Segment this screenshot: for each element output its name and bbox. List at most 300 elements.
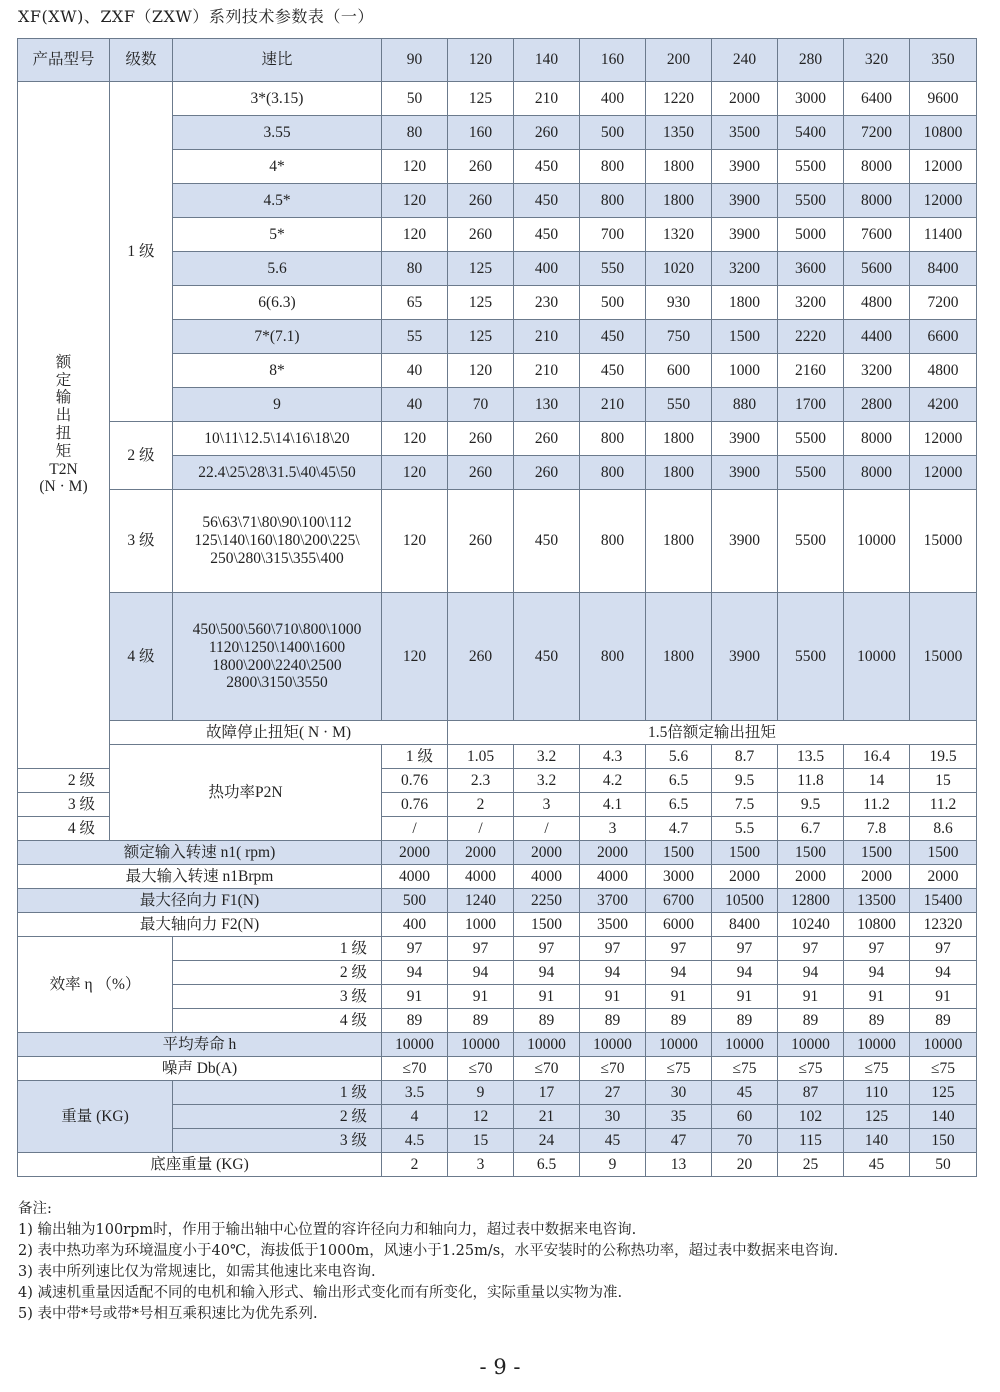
value-cell: 10240 — [778, 913, 844, 937]
value-cell: 450 — [514, 490, 580, 593]
value-cell: 130 — [514, 388, 580, 422]
row-label: 底座重量 (KG) — [18, 1153, 382, 1177]
value-cell: 2000 — [844, 865, 910, 889]
value-cell: 4 — [382, 1105, 448, 1129]
value-cell: 94 — [514, 961, 580, 985]
value-cell: 10000 — [646, 1033, 712, 1057]
value-cell: 91 — [580, 985, 646, 1009]
value-cell: 97 — [778, 937, 844, 961]
value-cell: 260 — [448, 184, 514, 218]
value-cell: 450 — [514, 184, 580, 218]
value-cell: 91 — [514, 985, 580, 1009]
value-cell: 97 — [712, 937, 778, 961]
value-cell: 11.2 — [910, 793, 977, 817]
value-cell: 3 — [514, 793, 580, 817]
table-row — [18, 841, 977, 865]
value-cell: 10000 — [448, 1033, 514, 1057]
table-row — [18, 1057, 977, 1081]
value-cell: 1220 — [646, 82, 712, 116]
value-cell: 3900 — [712, 422, 778, 456]
value-cell: 3900 — [712, 490, 778, 593]
value-cell: 97 — [514, 937, 580, 961]
value-cell: 800 — [580, 593, 646, 721]
value-cell: 4.3 — [580, 745, 646, 769]
value-cell: 89 — [514, 1009, 580, 1033]
value-cell: ≤75 — [646, 1057, 712, 1081]
value-cell: 9.5 — [712, 769, 778, 793]
value-cell: 400 — [580, 82, 646, 116]
value-cell: 7200 — [844, 116, 910, 150]
value-cell: 3 — [448, 1153, 514, 1177]
ratio-cell: 5* — [173, 218, 382, 252]
value-cell: 97 — [646, 937, 712, 961]
value-cell: 30 — [646, 1081, 712, 1105]
value-cell: 120 — [382, 422, 448, 456]
value-cell: 1000 — [712, 354, 778, 388]
value-cell: 55 — [382, 320, 448, 354]
note-item: 5) 表中带*号或带*号相互乘积速比为优先系列. — [18, 1306, 318, 1322]
value-cell: 4000 — [514, 865, 580, 889]
value-cell: 45 — [844, 1153, 910, 1177]
table-row — [18, 1033, 977, 1057]
value-cell: ≤75 — [778, 1057, 844, 1081]
value-cell: 930 — [646, 286, 712, 320]
value-cell: 2000 — [712, 82, 778, 116]
value-cell: 4000 — [382, 865, 448, 889]
value-cell: 5400 — [778, 116, 844, 150]
value-cell: 5.6 — [646, 745, 712, 769]
value-cell: 0.76 — [382, 793, 448, 817]
stage-label: 4 级 — [173, 1009, 382, 1033]
value-cell: 10000 — [580, 1033, 646, 1057]
stage-label: 3 级 — [110, 490, 173, 593]
value-cell: 70 — [448, 388, 514, 422]
value-cell: 9 — [580, 1153, 646, 1177]
value-cell: ≤70 — [514, 1057, 580, 1081]
stage-label: 4 级 — [18, 817, 110, 841]
weight-label: 重量 (KG) — [18, 1081, 173, 1153]
value-cell: 2000 — [778, 865, 844, 889]
value-cell: 1020 — [646, 252, 712, 286]
value-cell: 91 — [910, 985, 977, 1009]
value-cell: 8000 — [844, 184, 910, 218]
value-cell: 880 — [712, 388, 778, 422]
header-size: 350 — [910, 39, 977, 82]
value-cell: 230 — [514, 286, 580, 320]
note-item: 3) 表中所列速比仅为常规速比，如需其他速比来电咨询. — [18, 1264, 376, 1280]
efficiency-label: 效率 η （%） — [18, 937, 173, 1033]
row-label: 最大轴向力 F2(N) — [18, 913, 382, 937]
value-cell: 80 — [382, 252, 448, 286]
note-item: 1) 输出轴为100rpm时，作用于输出轴中心位置的容许径向力和轴向力，超过表中数据来电咨询. — [18, 1222, 637, 1238]
value-cell: 150 — [910, 1129, 977, 1153]
value-cell: 91 — [778, 985, 844, 1009]
value-cell: 400 — [382, 913, 448, 937]
value-cell: 3 — [580, 817, 646, 841]
value-cell: / — [514, 817, 580, 841]
value-cell: 1240 — [448, 889, 514, 913]
row-label: 平均寿命 h — [18, 1033, 382, 1057]
value-cell: 89 — [382, 1009, 448, 1033]
header-size: 200 — [646, 39, 712, 82]
value-cell: 4000 — [448, 865, 514, 889]
value-cell: 3900 — [712, 150, 778, 184]
ratio-cell: 7*(7.1) — [173, 320, 382, 354]
value-cell: 1500 — [844, 841, 910, 865]
value-cell: 6600 — [910, 320, 977, 354]
value-cell: 4400 — [844, 320, 910, 354]
value-cell: 3700 — [580, 889, 646, 913]
value-cell: 450 — [580, 320, 646, 354]
value-cell: 7600 — [844, 218, 910, 252]
ratio-cell: 8* — [173, 354, 382, 388]
value-cell: 13500 — [844, 889, 910, 913]
value-cell: 260 — [448, 218, 514, 252]
value-cell: 14 — [844, 769, 910, 793]
stage-label: 2 级 — [110, 422, 173, 490]
stage-label: 2 级 — [173, 961, 382, 985]
value-cell: 11.8 — [778, 769, 844, 793]
value-cell: 97 — [580, 937, 646, 961]
value-cell: 1.05 — [448, 745, 514, 769]
header-size: 280 — [778, 39, 844, 82]
value-cell: 260 — [448, 422, 514, 456]
thermal-label: 热功率P2N — [110, 745, 382, 841]
header-size: 320 — [844, 39, 910, 82]
value-cell: 160 — [448, 116, 514, 150]
value-cell: 8000 — [844, 456, 910, 490]
value-cell: 260 — [514, 116, 580, 150]
value-cell: 4800 — [844, 286, 910, 320]
value-cell: 89 — [844, 1009, 910, 1033]
value-cell: 125 — [448, 82, 514, 116]
header-stage: 级数 — [110, 39, 173, 82]
value-cell: 15400 — [910, 889, 977, 913]
value-cell: 80 — [382, 116, 448, 150]
value-cell: 94 — [580, 961, 646, 985]
value-cell: 1800 — [646, 422, 712, 456]
table-row — [18, 1153, 977, 1177]
table-row — [18, 1081, 977, 1105]
value-cell: 12000 — [910, 150, 977, 184]
value-cell: 91 — [448, 985, 514, 1009]
header-size: 140 — [514, 39, 580, 82]
value-cell: 10000 — [778, 1033, 844, 1057]
value-cell: ≤70 — [580, 1057, 646, 1081]
value-cell: 1700 — [778, 388, 844, 422]
value-cell: 10000 — [382, 1033, 448, 1057]
value-cell: 4.2 — [580, 769, 646, 793]
value-cell: 97 — [910, 937, 977, 961]
stage-label: 1 级 — [173, 1081, 382, 1105]
value-cell: 450 — [514, 218, 580, 252]
value-cell: 2000 — [514, 841, 580, 865]
table-row — [18, 593, 977, 721]
value-cell: 6000 — [646, 913, 712, 937]
stage-label: 3 级 — [173, 985, 382, 1009]
value-cell: 3000 — [778, 82, 844, 116]
value-cell: / — [382, 817, 448, 841]
value-cell: 140 — [910, 1105, 977, 1129]
value-cell: 1500 — [910, 841, 977, 865]
value-cell: 550 — [580, 252, 646, 286]
value-cell: 700 — [580, 218, 646, 252]
value-cell: 89 — [712, 1009, 778, 1033]
value-cell: 8.7 — [712, 745, 778, 769]
header-size: 90 — [382, 39, 448, 82]
ratio-cell: 3.55 — [173, 116, 382, 150]
value-cell: 1800 — [646, 593, 712, 721]
value-cell: 20 — [712, 1153, 778, 1177]
row-label: 最大径向力 F1(N) — [18, 889, 382, 913]
value-cell: 3200 — [844, 354, 910, 388]
value-cell: 3000 — [646, 865, 712, 889]
header-size: 120 — [448, 39, 514, 82]
table-row — [18, 745, 977, 769]
value-cell: 3.5 — [382, 1081, 448, 1105]
value-cell: 0.76 — [382, 769, 448, 793]
value-cell: 260 — [448, 490, 514, 593]
value-cell: 45 — [580, 1129, 646, 1153]
stage-label: 3 级 — [173, 1129, 382, 1153]
ratio-cell: 56\63\71\80\90\100\112 125\140\160\180\200\225\ 250\280\315\355\400 — [173, 490, 382, 593]
value-cell: 15000 — [910, 490, 977, 593]
value-cell: 11400 — [910, 218, 977, 252]
value-cell: 15 — [448, 1129, 514, 1153]
value-cell: 120 — [382, 184, 448, 218]
value-cell: 115 — [778, 1129, 844, 1153]
value-cell: 89 — [580, 1009, 646, 1033]
value-cell: 3.2 — [514, 745, 580, 769]
header-ratio: 速比 — [173, 39, 382, 82]
value-cell: 1500 — [514, 913, 580, 937]
value-cell: 4.1 — [580, 793, 646, 817]
value-cell: 7.5 — [712, 793, 778, 817]
value-cell: 6.7 — [778, 817, 844, 841]
value-cell: 10000 — [712, 1033, 778, 1057]
value-cell: 94 — [382, 961, 448, 985]
ratio-cell: 10\11\12.5\14\16\18\20 — [173, 422, 382, 456]
table-row — [18, 913, 977, 937]
value-cell: 6.5 — [646, 793, 712, 817]
value-cell: 1800 — [646, 150, 712, 184]
value-cell: 3900 — [712, 218, 778, 252]
value-cell: 5000 — [778, 218, 844, 252]
value-cell: 4200 — [910, 388, 977, 422]
value-cell: 2220 — [778, 320, 844, 354]
value-cell: 1350 — [646, 116, 712, 150]
value-cell: 750 — [646, 320, 712, 354]
value-cell: 800 — [580, 422, 646, 456]
value-cell: 120 — [382, 490, 448, 593]
value-cell: 17 — [514, 1081, 580, 1105]
value-cell: 6.5 — [646, 769, 712, 793]
value-cell: 47 — [646, 1129, 712, 1153]
value-cell: 1500 — [712, 841, 778, 865]
value-cell: 97 — [382, 937, 448, 961]
ratio-cell: 6(6.3) — [173, 286, 382, 320]
stage-label: 2 级 — [18, 769, 110, 793]
value-cell: 87 — [778, 1081, 844, 1105]
value-cell: 7200 — [910, 286, 977, 320]
value-cell: 70 — [712, 1129, 778, 1153]
value-cell: 8000 — [844, 422, 910, 456]
table-row — [18, 865, 977, 889]
value-cell: 125 — [844, 1105, 910, 1129]
value-cell: 19.5 — [910, 745, 977, 769]
value-cell: 5500 — [778, 184, 844, 218]
ratio-cell: 22.4\25\28\31.5\40\45\50 — [173, 456, 382, 490]
value-cell: 125 — [448, 252, 514, 286]
value-cell: 3900 — [712, 593, 778, 721]
value-cell: 10000 — [514, 1033, 580, 1057]
value-cell: 10800 — [910, 116, 977, 150]
table-row — [18, 82, 977, 116]
value-cell: 15 — [910, 769, 977, 793]
row-label: 额定输入转速 n1( rpm) — [18, 841, 382, 865]
value-cell: 2 — [382, 1153, 448, 1177]
torque-label: 额 定 输 出 扭 矩 T2N (N · M) — [18, 82, 110, 769]
value-cell: 1800 — [646, 456, 712, 490]
value-cell: 6700 — [646, 889, 712, 913]
value-cell: 500 — [580, 116, 646, 150]
value-cell: 40 — [382, 354, 448, 388]
table-row — [18, 721, 977, 745]
value-cell: 13.5 — [778, 745, 844, 769]
value-cell: 210 — [580, 388, 646, 422]
value-cell: 2.3 — [448, 769, 514, 793]
stage-label: 4 级 — [110, 593, 173, 721]
value-cell: 5500 — [778, 593, 844, 721]
value-cell: 11.2 — [844, 793, 910, 817]
value-cell: ≤75 — [910, 1057, 977, 1081]
value-cell: 120 — [382, 593, 448, 721]
header-row — [18, 39, 977, 82]
value-cell: 800 — [580, 184, 646, 218]
spec-table — [17, 38, 977, 1177]
value-cell: 10500 — [712, 889, 778, 913]
value-cell: 16.4 — [844, 745, 910, 769]
value-cell: 450 — [514, 150, 580, 184]
value-cell: 500 — [580, 286, 646, 320]
value-cell: 12 — [448, 1105, 514, 1129]
value-cell: 45 — [712, 1081, 778, 1105]
value-cell: 50 — [910, 1153, 977, 1177]
value-cell: 5600 — [844, 252, 910, 286]
value-cell: 2160 — [778, 354, 844, 388]
value-cell: 21 — [514, 1105, 580, 1129]
value-cell: 12000 — [910, 456, 977, 490]
note-item: 2) 表中热功率为环境温度小于40℃，海拔低于1000m，风速小于1.25m/s，水平安装时的公称热功率，超过表中数据来电咨询. — [18, 1243, 839, 1259]
value-cell: 94 — [448, 961, 514, 985]
value-cell: 210 — [514, 320, 580, 354]
value-cell: 2000 — [910, 865, 977, 889]
stage-label: 2 级 — [173, 1105, 382, 1129]
value-cell: 3500 — [712, 116, 778, 150]
value-cell: 1500 — [778, 841, 844, 865]
value-cell: 8400 — [910, 252, 977, 286]
ratio-cell: 4* — [173, 150, 382, 184]
value-cell: 89 — [778, 1009, 844, 1033]
value-cell: 120 — [382, 218, 448, 252]
ratio-cell: 4.5* — [173, 184, 382, 218]
value-cell: 94 — [778, 961, 844, 985]
value-cell: 15000 — [910, 593, 977, 721]
value-cell: 1320 — [646, 218, 712, 252]
value-cell: 120 — [382, 456, 448, 490]
table-row — [18, 422, 977, 456]
value-cell: 12800 — [778, 889, 844, 913]
value-cell: 1800 — [646, 490, 712, 593]
value-cell: 13 — [646, 1153, 712, 1177]
ratio-cell: 3*(3.15) — [173, 82, 382, 116]
notes-heading: 备注: — [18, 1201, 52, 1217]
value-cell: 9600 — [910, 82, 977, 116]
value-cell: 30 — [580, 1105, 646, 1129]
value-cell: 2000 — [382, 841, 448, 865]
header-size: 240 — [712, 39, 778, 82]
fault-stop-value: 1.5倍额定输出扭矩 — [448, 721, 977, 745]
value-cell: 94 — [646, 961, 712, 985]
value-cell: 3.2 — [514, 769, 580, 793]
value-cell: ≤75 — [844, 1057, 910, 1081]
value-cell: 24 — [514, 1129, 580, 1153]
value-cell: 2000 — [448, 841, 514, 865]
value-cell: 4.7 — [646, 817, 712, 841]
value-cell: 7.8 — [844, 817, 910, 841]
fault-stop-label: 故障停止扭矩( N · M) — [110, 721, 448, 745]
value-cell: 110 — [844, 1081, 910, 1105]
value-cell: 102 — [778, 1105, 844, 1129]
value-cell: 3900 — [712, 184, 778, 218]
value-cell: 125 — [448, 320, 514, 354]
value-cell: 260 — [514, 456, 580, 490]
value-cell: 94 — [910, 961, 977, 985]
stage-label: 1 级 — [382, 745, 448, 769]
ratio-cell: 9 — [173, 388, 382, 422]
value-cell: 97 — [844, 937, 910, 961]
value-cell: 91 — [712, 985, 778, 1009]
value-cell: 1500 — [646, 841, 712, 865]
value-cell: 27 — [580, 1081, 646, 1105]
value-cell: 260 — [448, 150, 514, 184]
value-cell: 1800 — [646, 184, 712, 218]
value-cell: / — [448, 817, 514, 841]
value-cell: 12320 — [910, 913, 977, 937]
value-cell: ≤75 — [712, 1057, 778, 1081]
value-cell: 97 — [448, 937, 514, 961]
value-cell: ≤70 — [382, 1057, 448, 1081]
value-cell: 94 — [844, 961, 910, 985]
value-cell: 450 — [580, 354, 646, 388]
stage-label: 3 级 — [18, 793, 110, 817]
value-cell: 140 — [844, 1129, 910, 1153]
note-item: 4) 减速机重量因适配不同的电机和输入形式、输出形式变化而有所变化，实际重量以实物为准. — [18, 1285, 623, 1301]
value-cell: 12000 — [910, 184, 977, 218]
value-cell: 600 — [646, 354, 712, 388]
ratio-cell: 5.6 — [173, 252, 382, 286]
value-cell: 35 — [646, 1105, 712, 1129]
value-cell: 3200 — [778, 286, 844, 320]
value-cell: 12000 — [910, 422, 977, 456]
value-cell: 2000 — [712, 865, 778, 889]
value-cell: 3600 — [778, 252, 844, 286]
value-cell: 3900 — [712, 456, 778, 490]
value-cell: 260 — [448, 593, 514, 721]
value-cell: 9.5 — [778, 793, 844, 817]
value-cell: 3200 — [712, 252, 778, 286]
value-cell: 5500 — [778, 150, 844, 184]
